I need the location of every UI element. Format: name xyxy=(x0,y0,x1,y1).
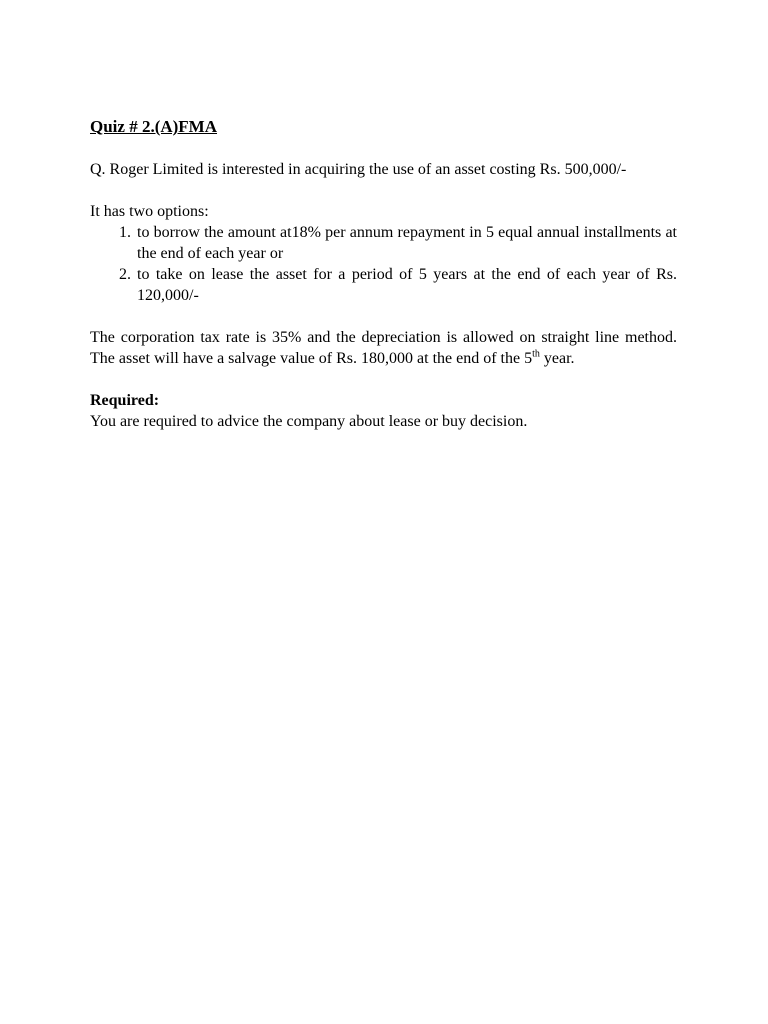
tax-paragraph-tail: year. xyxy=(539,350,575,367)
required-heading: Required: xyxy=(90,392,160,409)
document-page xyxy=(90,116,677,432)
ordinal-suffix: th xyxy=(532,348,540,360)
option-item-1: 1. to borrow the amount at18% per annum repayment in 5 equal annual installments at the end of each year or xyxy=(135,222,677,264)
tax-paragraph-main: The corporation tax rate is 35% and the depreciation is allowed on straight line method. The asset will have a salvage value of Rs. 180,000 at the end of the 5 xyxy=(90,329,677,367)
option-item-2: 2. to take on lease the asset for a period of 5 years at the end of each year of Rs. 120,000/- xyxy=(135,264,677,306)
quiz-title: Quiz # 2.(A)FMA xyxy=(90,117,218,136)
question-paragraph: Q. Roger Limited is interested in acquiring the use of an asset costing Rs. 500,000/- xyxy=(90,161,627,178)
tax-paragraph xyxy=(90,327,677,369)
options-list xyxy=(90,222,677,306)
options-intro: It has two options: xyxy=(90,203,209,220)
required-text: You are required to advice the company about lease or buy decision. xyxy=(90,413,528,430)
